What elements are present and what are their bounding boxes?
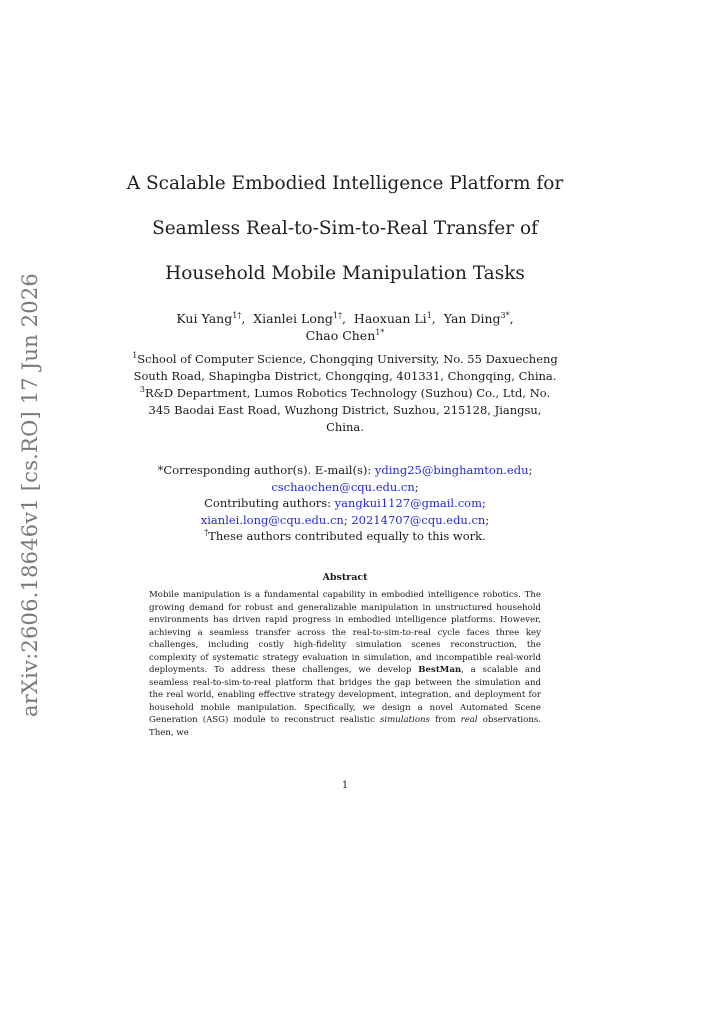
author-affil-mark: 1†	[332, 310, 342, 320]
author-name: Kui Yang	[176, 311, 233, 326]
abstract-text: from	[429, 715, 461, 725]
affil-mark: 3	[139, 385, 145, 395]
author-name: Chao Chen	[305, 328, 376, 343]
equal-contribution-mark: †	[204, 528, 209, 538]
platform-name: BestMan	[418, 665, 462, 675]
abstract-text: , a scalable and seamless real-to-sim-to-real platform that bridges the gap between the simulation and the real world, enabling effective strategy development, integration, and deployment for household mobile manipulation. Specifically, we design a novel Automated Scene Generation (ASG) module to reconstruct realistic	[149, 665, 542, 725]
abstract-text: Mobile manipulation is a fundamental capability in embodied intelligence robotics. The growing demand for robust and generalizable manipulation in unstructured household environments has driven rapid progress in embodied intelligence platforms. However, achieving a seamless transfer across the real-to-sim-to-real cycle faces three key challenges, including costly high-fidelity simulation scenes reconstruction, the complexity of systematic strategy evaluation in simulation, and incompatible real-world deployments. To address these challenges, we develop	[149, 590, 541, 675]
email-link[interactable]: yding25@binghamton.edu	[374, 463, 529, 477]
author-list: Kui Yang$^{1\dagger}$, Xianlei Long$^{1\dagger}$, Haoxuan Li$^1$, Yan Ding$^{3*}$, Chao Chen$^{1*}$	[176, 310, 514, 343]
email-link[interactable]: yangkui1127@gmail.com	[334, 496, 483, 510]
affiliation-1	[130, 351, 560, 385]
author-name: Yan Ding	[443, 311, 501, 326]
arxiv-identifier	[10, 273, 50, 717]
author-name: Xianlei Long	[253, 311, 333, 326]
author-affil-mark: 1†	[232, 310, 242, 320]
affil-mark: 1	[132, 351, 138, 361]
abstract-body	[149, 589, 541, 739]
abstract-emphasis: real	[460, 715, 478, 725]
author-affil-mark: 1*	[375, 327, 385, 337]
arxiv-id-text: arXiv:2606.18646v1 [cs.RO] 17 Jun 2026	[18, 273, 42, 717]
abstract-text: observations. Then, we	[149, 715, 541, 738]
paper-title-line-1: A Scalable Embodied Intelligence Platform for	[126, 173, 564, 194]
affiliations	[130, 351, 560, 436]
abstract-emphasis: simulations	[379, 715, 430, 725]
page-number: 1	[341, 780, 349, 791]
email-link[interactable]: cschaochen@cqu.edu.cn	[271, 479, 415, 494]
affiliation-3	[130, 385, 560, 436]
affil-text: R&D Department, Lumos Robotics Technology (Suzhou) Co., Ltd, No. 345 Baodai East Road, Wuzhong District, Suzhou, 215128, Jiangsu, China.	[144, 386, 551, 434]
email-link[interactable]: 20214707@cqu.edu.cn	[351, 512, 486, 527]
author-affil-mark: 3*	[500, 310, 510, 320]
affil-text: School of Computer Science, Chongqing University, No. 55 Daxuecheng South Road, Shapingba District, Chongqing, 401331, Chongqing, China.	[133, 352, 558, 383]
equal-contribution-note: These authors contributed equally to this work.	[208, 529, 486, 543]
correspondence-block: *Corresponding author(s). E-mail(s): yding25@binghamton.edu; cschaochen@cqu.edu.cn; Contributing authors: yangkui1127@gmail.com; xianlei.long@cqu.edu.cn; 20214707@cqu.edu.cn; †These authors contributed equally to this work.	[157, 463, 533, 543]
corresponding-label: *Corresponding author(s). E-mail(s):	[157, 463, 372, 477]
email-link[interactable]: xianlei.long@cqu.edu.cn	[200, 512, 344, 527]
author-name: Haoxuan Li	[353, 311, 427, 326]
author-affil-mark: 1	[426, 310, 432, 320]
abstract-heading: Abstract	[322, 572, 368, 583]
paper-title-line-2: Seamless Real-to-Sim-to-Real Transfer of	[152, 218, 538, 239]
paper-title-line-3: Household Mobile Manipulation Tasks	[165, 263, 525, 284]
contributing-label: Contributing authors:	[204, 496, 332, 510]
